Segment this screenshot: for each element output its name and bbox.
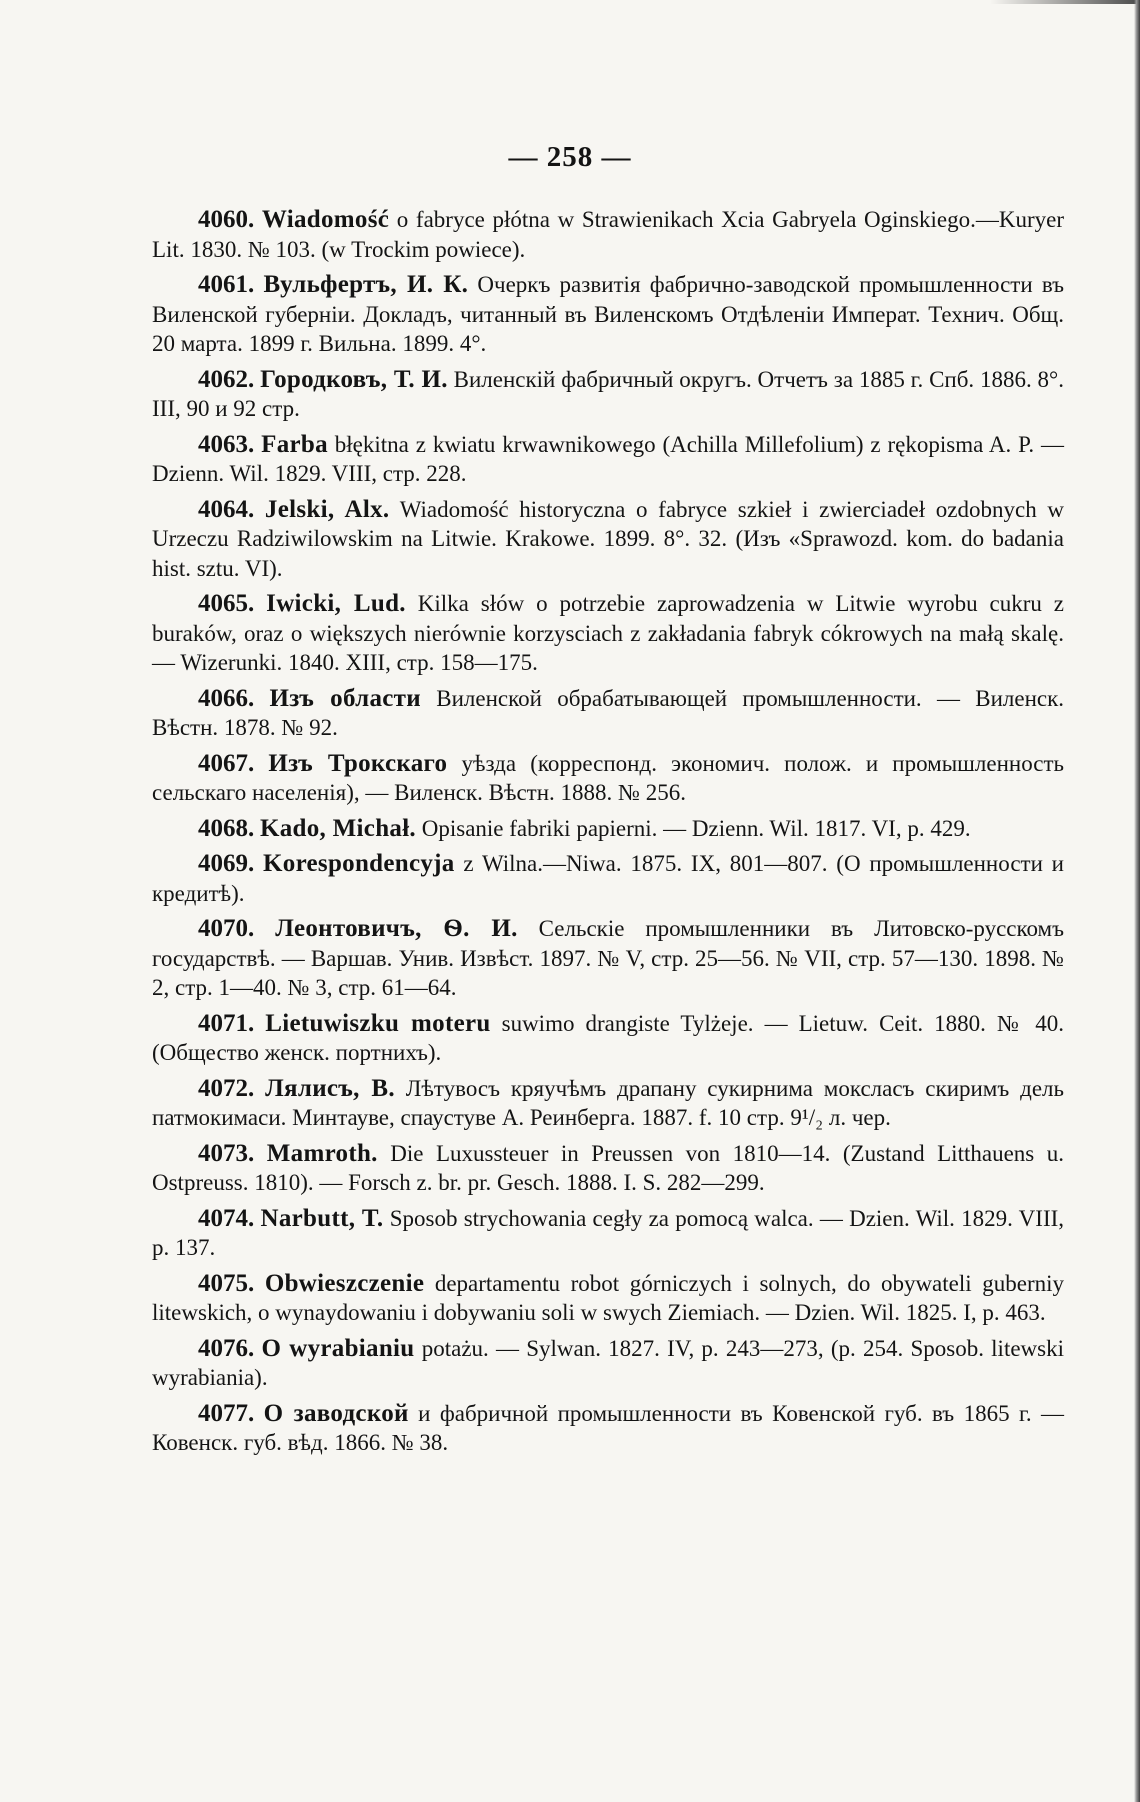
bibliography-entry [152, 914, 1064, 1003]
bibliography-entry [152, 814, 1064, 844]
entry-heading: Леонтовичъ, Ѳ. И. [275, 915, 518, 942]
entry-text: Sposob strychowania cegły za pomocą walca. — Dzien. Wil. 1829. VIII, p. 137. [152, 1205, 1065, 1260]
entry-heading: Вульфертъ, И. К. [263, 271, 469, 298]
entry-number: 4062. [198, 365, 255, 393]
bibliography-entry [152, 430, 1064, 489]
entry-number: 4067. [198, 749, 255, 777]
entry-number: 4065. [198, 590, 255, 617]
page-edge-shadow-right [1134, 0, 1140, 1802]
entry-text: o fabryce płótna w Strawienikach Xcia Gabryela Oginskiego.—Kuryer Lit. 1830. № 103. (w Trockim powiece). [152, 207, 1064, 262]
entry-text: Виленскій фабричный округъ. Отчетъ за 1885 г. Спб. 1886. 8°. III, 90 и 92 стр. [152, 366, 1064, 421]
bibliography-entries [152, 205, 1064, 1464]
entry-number: 4077. [198, 1399, 255, 1427]
entry-number: 4073. [198, 1139, 255, 1167]
bibliography-entry [152, 589, 1064, 678]
entry-text: potażu. — Sylwan. 1827. IV, p. 243—273, (p. 254. Sposob. litewski wyrabiania). [152, 1335, 1064, 1390]
entry-number: 4060. [198, 206, 255, 233]
entry-heading: Kado, Michał. [260, 814, 416, 842]
entry-text: Die Luxussteuer in Preussen von 1810—14. (Zustand Litthauens u. Ostpreuss. 1810). — Forsch z. br. pr. Gesch. 1888. I. S. 282—299. [152, 1140, 1064, 1195]
entry-number: 4064. [198, 495, 255, 523]
bibliography-entry [152, 270, 1064, 359]
entry-number: 4071. [198, 1009, 255, 1037]
entry-text: Opisanie fabriki papierni. — Dzienn. Wil. 1817. VI, p. 429. [416, 815, 971, 841]
bibliography-entry [152, 1009, 1064, 1068]
entry-number: 4070. [198, 915, 255, 942]
entry-heading: Лялисъ, В. [265, 1074, 395, 1102]
entry-number: 4075. [198, 1269, 255, 1297]
bibliography-entry [152, 495, 1064, 584]
entry-text: Сельскіе промышленники въ Литовско-русскомъ государствѣ. — Варшав. Унив. Извѣст. 1897. № V, стр. 25—56. № VII, стр. 57—130. 1898. № 2, стр. 1—40. № 3, стр. 61—64. [152, 916, 1065, 1000]
entry-heading: Jelski, Alx. [264, 495, 390, 523]
entry-heading: Farba [261, 430, 328, 458]
bibliography-entry [152, 1334, 1064, 1393]
entry-number: 4063. [198, 430, 255, 458]
entry-text: Kilka słów o potrzebie zaprowadzenia w Litwie wyrobu cukru z buraków, oraz o większych nierównie korzysciach z zakładania fabryk cókrowych na małą skalę. — Wizerunki. 1840. XIII, стр. 158—175. [152, 591, 1064, 675]
bibliography-entry [152, 849, 1064, 908]
entry-text: z Wilna.—Niwa. 1875. IX, 801—807. (О промышленности и кредитѣ). [152, 851, 1064, 906]
entry-text: уѣзда (корреспонд. экономич. полож. и промышленность сельскаго населенія), — Виленск. Вѣстн. 1888. № 256. [152, 750, 1065, 805]
entry-number: 4074. [198, 1204, 255, 1232]
entry-heading: Mamroth. [266, 1139, 378, 1167]
bibliography-entry [152, 365, 1064, 424]
bibliography-entry [152, 1269, 1064, 1328]
entry-text: Лѣтувосъ кряучѣмъ драпану сукирнима моксласъ скиримъ дель патмокимаси. Минтауве, спаустуве А. Реинберга. 1887. f. 10 стр. 9¹/₂ л. чер. [152, 1075, 1065, 1130]
entry-heading: Изъ Трокскаго [268, 749, 448, 777]
entry-text: и фабричной промышленности въ Ковенской губ. въ 1865 г. — Ковенск. губ. вѣд. 1866. № 38. [152, 1400, 1065, 1455]
bibliography-entry [152, 1139, 1064, 1198]
bibliography-entry [152, 205, 1064, 264]
bibliography-entry [152, 1399, 1064, 1458]
entry-heading: О заводской [263, 1399, 409, 1427]
entry-number: 4066. [198, 684, 255, 712]
entry-heading: Iwicki, Lud. [266, 590, 406, 617]
entry-heading: Narbutt, T. [260, 1204, 384, 1232]
entry-heading: Korespondencyja [263, 850, 455, 877]
entry-text: Очеркъ развитія фабрично-заводской промышленности въ Виленской губерніи. Докладъ, читанный въ Виленскомъ Отдѣленіи Императ. Технич. Общ. 20 марта. 1899 г. Вильна. 1899. 4°. [152, 272, 1064, 356]
page-number: — 258 — [508, 141, 632, 173]
entry-number: 4072. [198, 1074, 255, 1102]
bibliography-entry [152, 1074, 1064, 1133]
entry-heading: Wiadomość [261, 206, 390, 233]
bibliography-entry [152, 749, 1064, 808]
bibliography-entry [152, 684, 1064, 743]
entry-heading: Obwieszczenie [264, 1269, 425, 1297]
entry-number: 4061. [198, 271, 255, 298]
bibliography-entry [152, 1204, 1064, 1263]
entry-heading: Изъ области [269, 684, 421, 712]
entry-text: suwimo drangiste Tylżeje. — Lietuw. Ceit. 1880. № 40. (Общество женск. портнихъ). [152, 1010, 1065, 1065]
entry-text: błękitna z kwiatu krwawnikowego (Achilla Millefolium) z rękopisma A. P. — Dzienn. Wil. 1829. VIII, стр. 228. [152, 431, 1064, 486]
entry-heading: Городковъ, Т. И. [260, 365, 448, 393]
entry-number: 4068. [198, 814, 255, 842]
entry-text: departamentu robot górniczych i solnych, do obywateli guberniy litewskich, o wynaydowaniu i dobywaniu soli w swych Ziemiach. — Dzien. Wil. 1825. I, p. 463. [152, 1270, 1064, 1325]
entry-heading: Lietuwiszku moteru [265, 1009, 491, 1037]
entry-text: Виленской обрабатывающей промышленности. — Виленск. Вѣстн. 1878. № 92. [152, 685, 1065, 740]
entry-text: Wiadomość historyczna o fabryce szkieł i zwierciadeł ozdobnych w Urzeczu Radziwilowskim na Litwie. Krakowe. 1899. 8°. 32. (Изъ «Sprawozd. kom. do badania hist. sztu. VI). [152, 496, 1064, 581]
page-edge-shadow-top [990, 0, 1140, 4]
entry-heading: O wyrabianiu [261, 1334, 415, 1362]
entry-number: 4069. [198, 850, 255, 877]
entry-number: 4076. [198, 1334, 255, 1362]
